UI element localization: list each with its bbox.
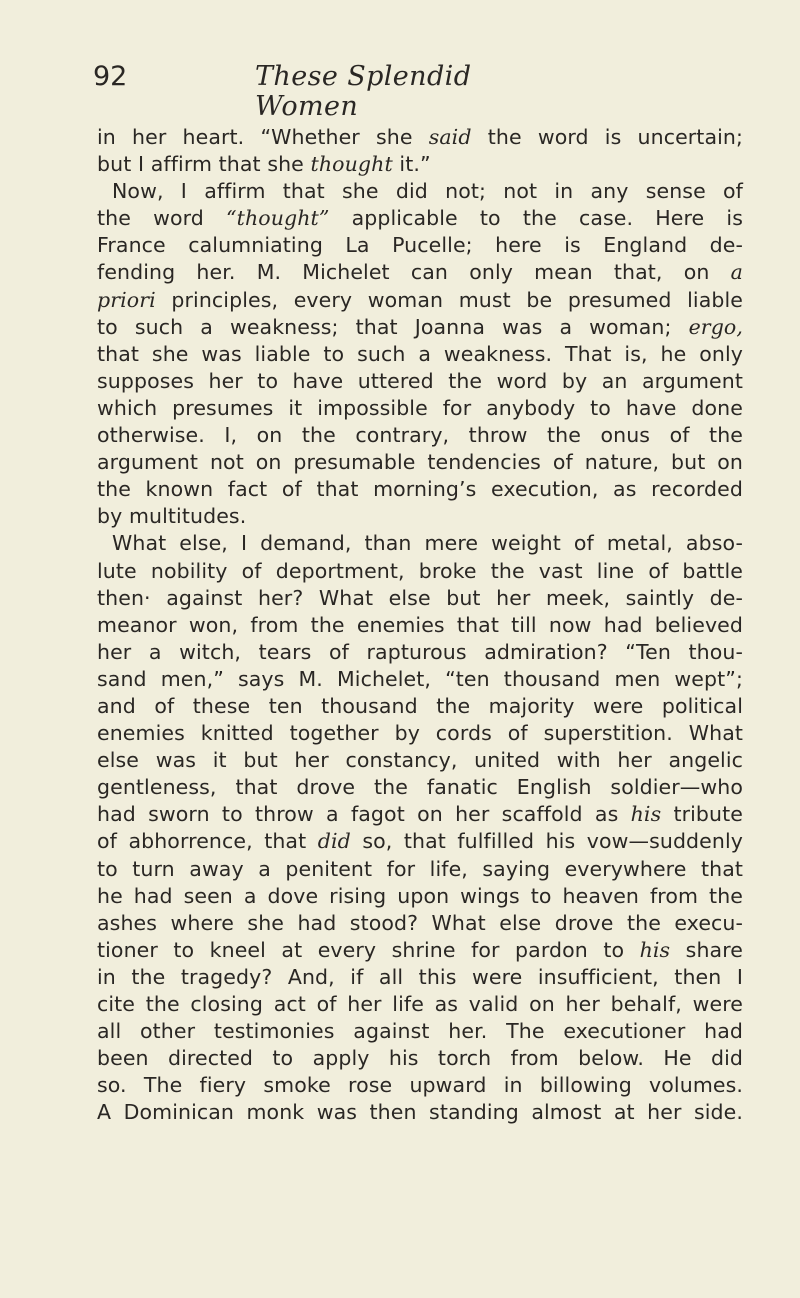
text-segment: which presumes it impossible for anybody to have done <box>97 395 743 420</box>
text-segment: enemies knitted together by cords of superstition. What <box>97 721 743 746</box>
text-segment: cite the closing act of her life as valid on her behalf, were <box>97 992 743 1016</box>
text-line <box>97 395 743 422</box>
text-line <box>97 314 743 341</box>
text-line <box>97 747 743 774</box>
text-line <box>97 422 743 449</box>
italic-text: thought <box>310 152 393 177</box>
text-segment: to such a weakness; that Joanna was a woman; <box>97 314 689 339</box>
text-line <box>97 368 743 395</box>
text-line <box>97 937 743 964</box>
text-segment: gentleness, that drove the fanatic English soldier—who <box>97 775 743 800</box>
text-line <box>97 124 743 151</box>
text-segment: the known fact of that morning’s execution, as recorded <box>97 477 743 502</box>
text-segment: otherwise. I, on the contrary, throw the onus of the <box>97 423 743 448</box>
text-line <box>97 693 743 720</box>
text-segment: in her heart. “Whether she <box>97 125 429 149</box>
text-segment: France calumniating La Pucelle; here is England de- <box>97 233 743 258</box>
italic-text: said <box>428 125 472 149</box>
body-text <box>97 124 743 1126</box>
text-line <box>97 341 743 368</box>
text-line <box>97 774 743 801</box>
text-line <box>97 639 743 666</box>
text-line <box>97 503 743 530</box>
text-line <box>97 612 743 639</box>
text-segment: so, that fulfilled his vow—suddenly <box>350 829 743 854</box>
text-segment: the word <box>97 206 227 231</box>
text-segment: share <box>670 937 743 962</box>
text-line <box>97 585 743 612</box>
text-line <box>97 856 743 883</box>
italic-text: “thought” <box>226 206 330 231</box>
text-segment: tribute <box>661 802 743 827</box>
text-segment: that she was liable to such a weakness. That is, he only <box>97 341 743 366</box>
text-line <box>97 964 743 991</box>
text-line <box>97 530 743 557</box>
text-segment: the word is uncertain; <box>471 125 744 149</box>
text-line <box>97 1018 743 1045</box>
text-line <box>97 151 743 178</box>
italic-text: did <box>317 829 351 854</box>
text-segment: and of these ten thousand the majority were political <box>97 693 743 718</box>
text-line <box>97 801 743 828</box>
text-segment: in the tragedy? And, if all this were insufficient, then I <box>97 964 743 989</box>
text-segment: had sworn to throw a fagot on her scaffold as <box>97 802 631 827</box>
text-line <box>97 1072 743 1099</box>
text-segment: her a witch, tears of rapturous admiration? “Ten thou- <box>97 639 743 664</box>
text-segment: been directed to apply his torch from below. He did <box>97 1046 743 1071</box>
text-segment: applicable to the case. Here is <box>329 206 743 231</box>
italic-text: his <box>639 937 671 962</box>
text-segment: argument not on presumable tendencies of nature, but on <box>97 450 743 475</box>
text-segment: else was it but her constancy, united with her angelic <box>97 748 743 773</box>
text-line <box>97 558 743 585</box>
text-segment: to turn away a penitent for life, saying everywhere that <box>97 856 743 881</box>
text-line <box>97 991 743 1018</box>
text-line <box>97 666 743 693</box>
text-segment: he had seen a dove rising upon wings to heaven from the <box>97 883 743 908</box>
text-line <box>97 883 743 910</box>
text-segment: principles, every woman must be presumed liable <box>155 287 743 312</box>
text-line <box>97 449 743 476</box>
text-segment: Now, I affirm that she did not; not in any sense of <box>112 179 743 204</box>
italic-text: a <box>730 260 743 285</box>
text-line <box>97 178 743 205</box>
text-line <box>97 720 743 747</box>
running-head <box>93 61 573 122</box>
text-segment: What else, I demand, than mere weight of metal, abso- <box>112 531 743 556</box>
text-segment: fending her. M. Michelet can only mean that, on <box>97 260 731 285</box>
text-line <box>97 1099 743 1126</box>
italic-text: ergo, <box>688 314 743 339</box>
text-segment: ashes where she had stood? What else drove the execu- <box>97 910 743 935</box>
text-segment: but I affirm that she <box>97 152 311 177</box>
text-line <box>97 205 743 232</box>
text-line <box>97 1045 743 1072</box>
running-title: These Splendid Women <box>255 61 472 122</box>
text-line <box>97 828 743 855</box>
text-line <box>97 910 743 937</box>
text-segment: supposes her to have uttered the word by an argument <box>97 368 743 393</box>
italic-text: his <box>630 802 662 827</box>
text-segment: so. The fiery smoke rose upward in billowing volumes. <box>97 1073 743 1098</box>
text-line <box>97 232 743 259</box>
page-number: 92 <box>93 61 128 92</box>
text-line <box>97 476 743 503</box>
text-segment: A Dominican monk was then standing almost at her side. <box>97 1100 743 1125</box>
text-segment: tioner to kneel at every shrine for pardon to <box>97 937 640 962</box>
text-segment: lute nobility of deportment, broke the vast line of battle <box>97 558 743 583</box>
text-line <box>97 259 743 286</box>
text-segment: then· against her? What else but her meek, saintly de- <box>97 585 743 610</box>
text-segment: sand men,” says M. Michelet, “ten thousand men wept”; <box>97 666 743 691</box>
text-segment: it.” <box>392 152 431 177</box>
text-segment: by multitudes. <box>97 504 247 529</box>
text-segment: meanor won, from the enemies that till now had believed <box>97 612 743 637</box>
italic-text: priori <box>97 287 156 312</box>
text-segment: of abhorrence, that <box>97 829 318 854</box>
text-line <box>97 287 743 314</box>
text-segment: all other testimonies against her. The executioner had <box>97 1019 743 1044</box>
